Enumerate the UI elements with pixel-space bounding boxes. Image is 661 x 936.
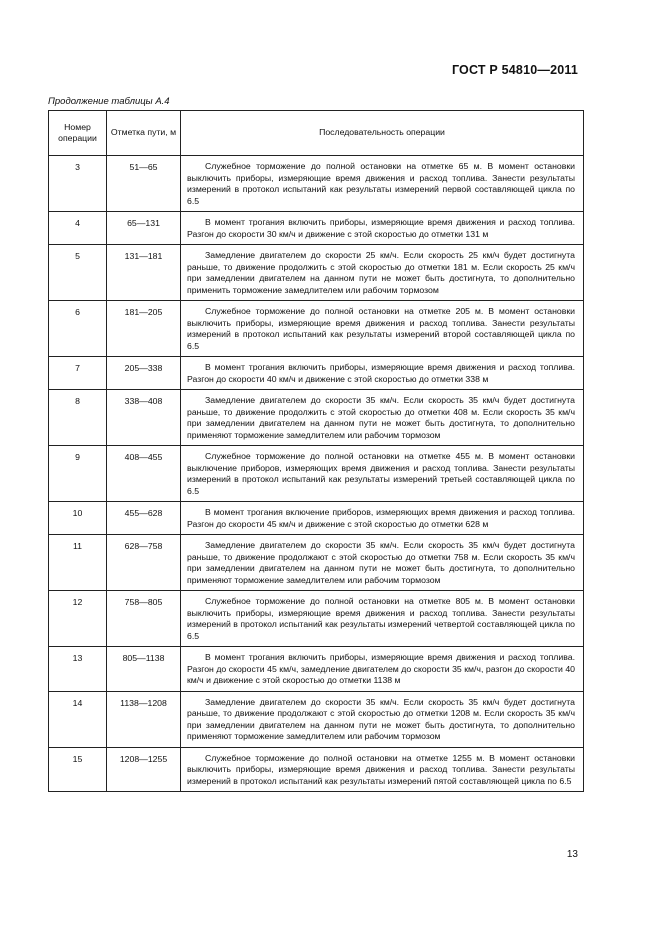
path-mark: 758—805 [107,591,181,647]
page-number: 13 [566,849,578,860]
operation-number: 14 [49,691,107,747]
path-mark: 181—205 [107,301,181,357]
operation-number: 7 [49,357,107,390]
operation-sequence-cell [181,535,584,591]
operation-number: 4 [49,212,107,245]
table-row [49,245,584,301]
operation-sequence-cell [181,301,584,357]
operation-sequence-cell [181,502,584,535]
path-mark: 628—758 [107,535,181,591]
operation-sequence-text: Замедление двигателем до скорости 35 км/ч. Если скорость 35 км/ч будет достигнута раньше, то движение продолжают с этой скоростью до отметки 758 м. Если скорость 35 км/ч при замедлении двигателем на данном пути не может быть достигнута, то дополнительно применяют торможение замедлителем или рабочим тормозом [187,540,575,585]
operation-number: 5 [49,245,107,301]
operation-sequence-text: Замедление двигателем до скорости 35 км/ч. Если скорость 35 км/ч будет достигнута раньше, то движение продолжают с этой скоростью до отметки 1208 м. Если скорость 35 км/ч при замедлении двигателем на данном пути не может быть достигнута, то дополнительно применяют торможение замедлителем или рабочим тормозом [187,696,575,741]
table-row [49,446,584,502]
operation-number: 6 [49,301,107,357]
table-body [49,156,584,792]
table-row [49,502,584,535]
operation-sequence-text: Служебное торможение до полной остановки на отметке 1255 м. В момент остановки выключить приборы, измеряющие время движения и расход топлива. Занести результаты измерений в протокол испытаний как результаты измерений пятой составляющей цикла по 6.5 [187,752,575,786]
operation-sequence-cell [181,156,584,212]
path-mark: 1138—1208 [107,691,181,747]
column-header-mark: Отметка пути, м [107,111,181,156]
operation-sequence-cell [181,245,584,301]
table-row [49,156,584,212]
path-mark: 65—131 [107,212,181,245]
column-header-sequence: Последовательность операции [181,111,584,156]
operation-sequence-text: Служебное торможение до полной остановки на отметке 205 м. В момент остановки выключить приборы, измеряющие время движения и расход топлива. Занести результаты измерений в протокол испытаний как результаты измерений второй составляющей цикла по 6.5 [187,306,575,351]
table-row [49,535,584,591]
column-header-number: Номер операции [49,111,107,156]
path-mark: 408—455 [107,446,181,502]
path-mark: 51—65 [107,156,181,212]
table-row [49,301,584,357]
table-caption: Продолжение таблицы А.4 [48,96,170,107]
operation-number: 8 [49,390,107,446]
operation-number: 12 [49,591,107,647]
operations-table [48,110,584,792]
operation-sequence-text: В момент трогания включить приборы, измеряющие время движения и расход топлива. Разгон до скорости 45 км/ч, замедление двигателем до скорости 35 км/ч, разгон до скорости 40 км/ч и движение с этой скоростью до отметки 1138 м [187,652,575,685]
operation-sequence-cell [181,747,584,792]
path-mark: 338—408 [107,390,181,446]
table-header-row [49,111,584,156]
operation-sequence-text: Служебное торможение до полной остановки на отметке 805 м. В момент остановки выключить приборы, измеряющие время движения и расход топлива. Занести результаты измерений в протокол испытаний как результаты измерений четвертой составляющей цикла по 6.5 [187,596,575,641]
table-row [49,591,584,647]
operation-number: 11 [49,535,107,591]
operation-sequence-text: В момент трогания включить приборы, измеряющие время движения и расход топлива. Разгон до скорости 30 км/ч и движение с этой скоростью до отметки 131 м [187,217,575,239]
table-row [49,212,584,245]
operation-sequence-cell [181,357,584,390]
operation-sequence-text: Замедление двигателем до скорости 35 км/ч. Если скорость 35 км/ч будет достигнута раньше, то движение продолжить с этой скоростью до отметки 408 м. Если скорость 35 км/ч при замедлении двигателем на данном пути не может быть достигнута, то дополнительно применяют торможение замедлителем или рабочим тормозом [187,395,575,440]
operation-number: 9 [49,446,107,502]
operation-sequence-cell [181,691,584,747]
operation-sequence-cell [181,591,584,647]
operation-sequence-text: В момент трогания включение приборов, измеряющих время движения и расход топлива. Разгон до скорости 45 км/ч и движение с этой скоростью до отметки 628 м [187,507,575,529]
table-row [49,691,584,747]
operation-number: 13 [49,647,107,692]
path-mark: 1208—1255 [107,747,181,792]
path-mark: 131—181 [107,245,181,301]
document-code: ГОСТ Р 54810—2011 [451,63,578,77]
operation-sequence-text: Замедление двигателем до скорости 25 км/ч. Если скорость 25 км/ч будет достигнута раньше, то движение продолжить с этой скоростью до отметки 181 м. Если скорость 25 км/ч при замедлении двигателем на данном пути не может быть достигнута, то дополнительно применить торможение замедлителем или рабочим тормозом [187,250,575,295]
operation-sequence-text: В момент трогания включить приборы, измеряющие время движения и расход топлива. Разгон до скорости 40 км/ч и движение с этой скоростью до отметки 338 м [187,362,575,384]
operation-sequence-text: Служебное торможение до полной остановки на отметке 65 м. В момент остановки выключить приборы, измеряющие время движения и расход топлива. Занести результаты измерений в протокол испытаний как результаты измерений первой составляющей цикла по 6.5 [187,161,575,206]
path-mark: 205—338 [107,357,181,390]
operation-sequence-text: Служебное торможение до полной остановки на отметке 455 м. В момент остановки выключение приборов, измеряющих время движения и расход топлива. Занести результаты измерений в протокол испытаний как результаты измерений третьей составляющей цикла по 6.5 [187,451,575,496]
table-row [49,747,584,792]
operation-number: 3 [49,156,107,212]
table-row [49,647,584,692]
operation-sequence-cell [181,390,584,446]
operation-number: 10 [49,502,107,535]
table-row [49,357,584,390]
operation-sequence-cell [181,647,584,692]
table-row [49,390,584,446]
path-mark: 455—628 [107,502,181,535]
operation-sequence-cell [181,446,584,502]
operation-number: 15 [49,747,107,792]
operation-sequence-cell [181,212,584,245]
path-mark: 805—1138 [107,647,181,692]
